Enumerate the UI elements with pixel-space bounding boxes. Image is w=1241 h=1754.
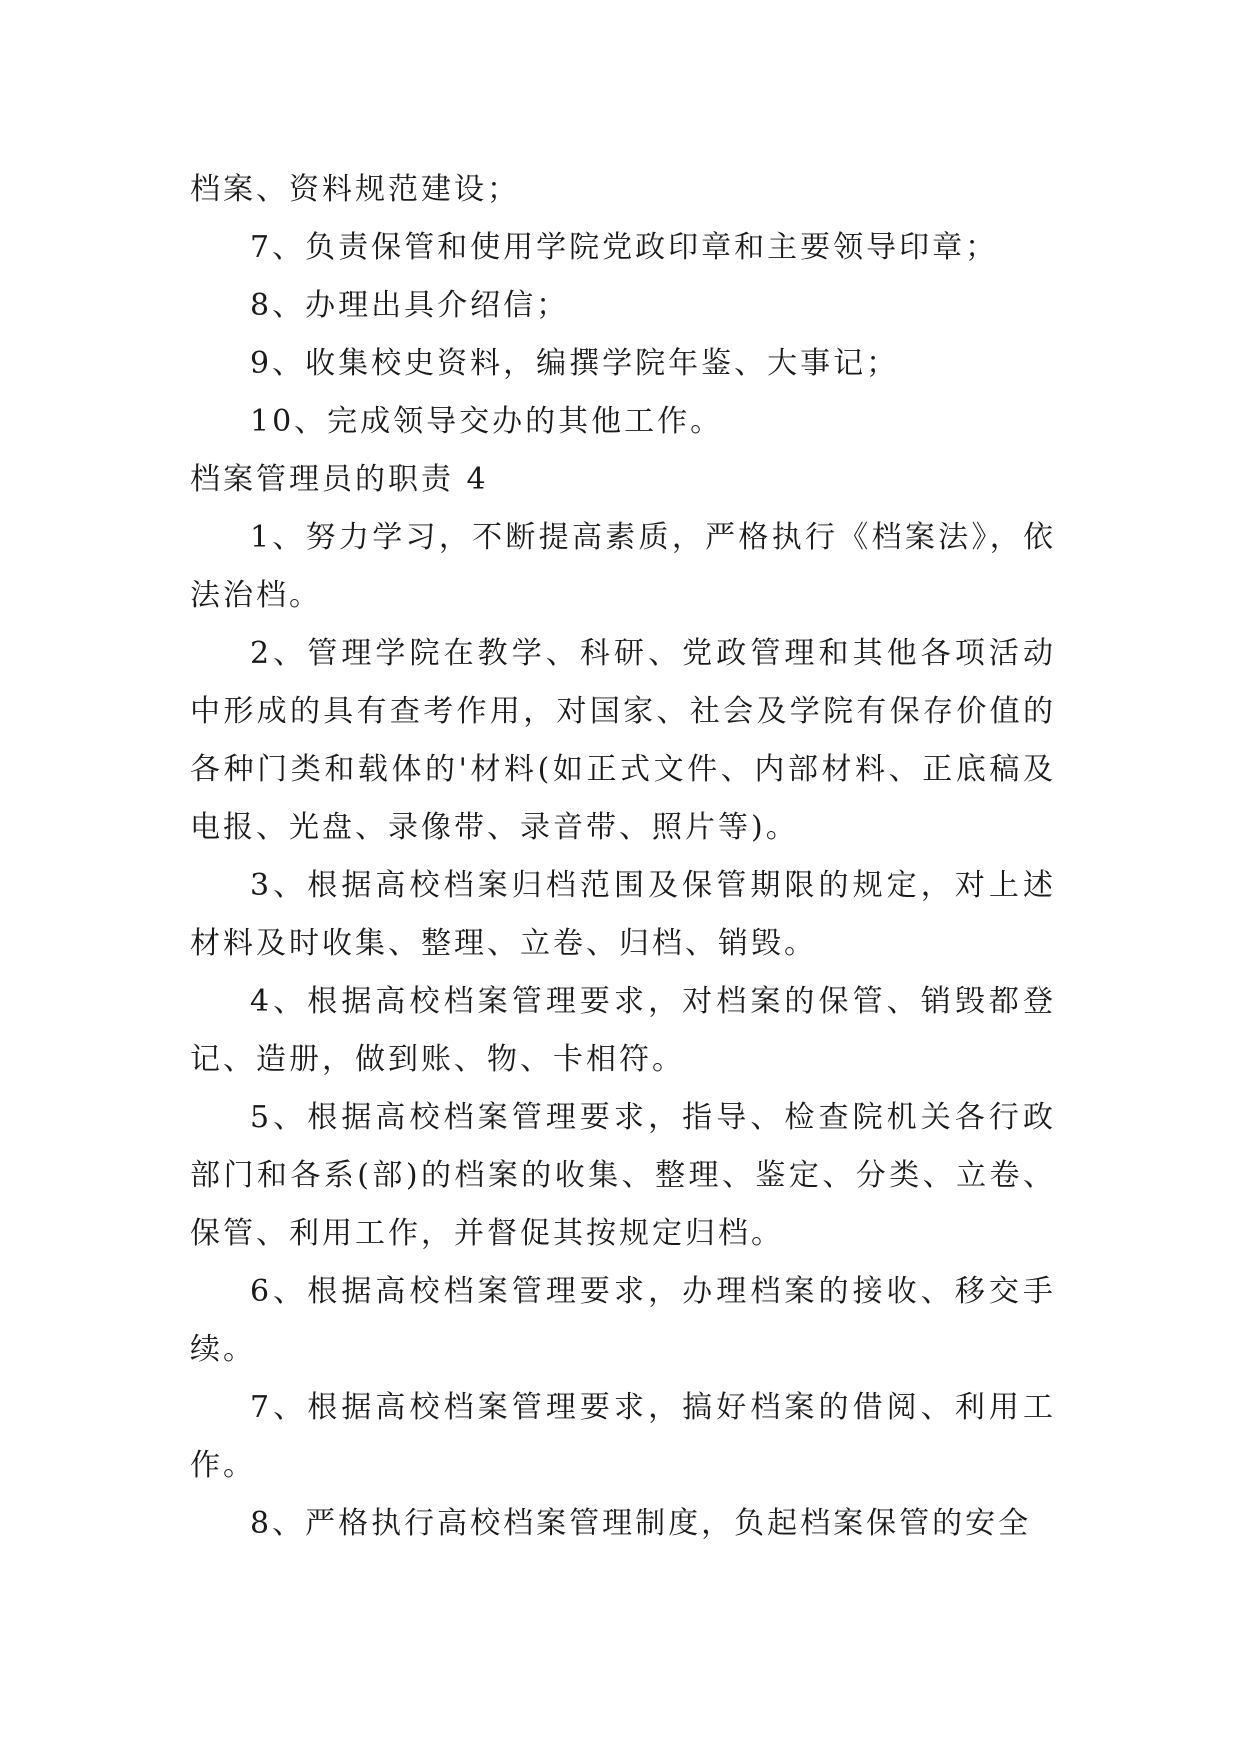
paragraph: 10、完成领导交办的其他工作。 (250, 404, 724, 439)
paragraph: 9、收集校史资料，编撰学院年鉴、大事记； (250, 346, 900, 381)
paragraph: 8、办理出具介绍信； (250, 288, 570, 323)
paragraph: 4、根据高校档案管理要求，对档案的保管、销毁都登记、造册，做到账、物、卡相符。 (190, 984, 1056, 1077)
paragraph: 5、根据高校档案管理要求，指导、检查院机关各行政部门和各系(部)的档案的收集、整理、鉴定、分类、立卷、保管、利用工作，并督促其按规定归档。 (190, 1100, 1056, 1251)
paragraph: 3、根据高校档案归档范围及保管期限的规定，对上述材料及时收集、整理、立卷、归档、销毁。 (190, 868, 1056, 961)
section-heading: 档案管理员的职责 4 (190, 462, 489, 497)
paragraph: 7、负责保管和使用学院党政印章和主要领导印章； (250, 230, 999, 265)
paragraph: 7、根据高校档案管理要求，搞好档案的借阅、利用工作。 (190, 1390, 1056, 1483)
paragraph: 1、努力学习，不断提高素质，严格执行《档案法》，依法治档。 (190, 520, 1056, 613)
document-body (190, 161, 1056, 1553)
paragraph: 8、严格执行高校档案管理制度，负起档案保管的安全 (250, 1506, 1032, 1541)
paragraph: 档案、资料规范建设； (190, 172, 520, 207)
paragraph: 2、管理学院在教学、科研、党政管理和其他各项活动中形成的具有查考作用，对国家、社会及学院有保存价值的各种门类和载体的'材料(如正式文件、内部材料、正底稿及电报、光盘、录像带、录音带、照片等)。 (190, 636, 1056, 845)
paragraph: 6、根据高校档案管理要求，办理档案的接收、移交手续。 (190, 1274, 1056, 1367)
